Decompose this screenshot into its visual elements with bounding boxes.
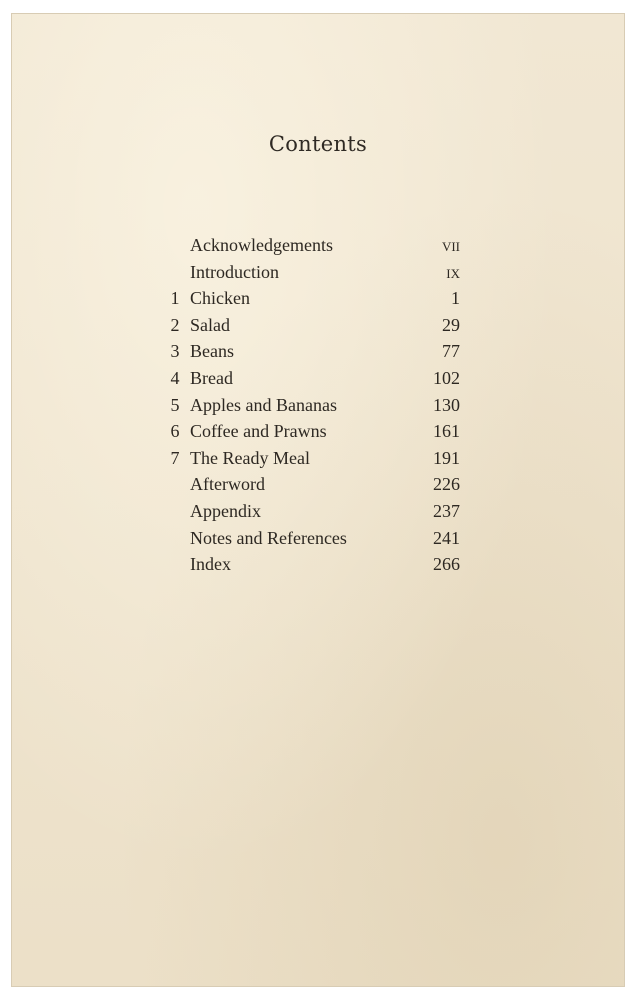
chapter-number: 5 bbox=[170, 394, 180, 415]
book-page bbox=[12, 14, 624, 986]
chapter-number: 3 bbox=[170, 341, 180, 362]
page-number: 130 bbox=[433, 394, 460, 415]
chapter-title: Chicken bbox=[190, 288, 250, 309]
toc-entry bbox=[160, 445, 460, 472]
toc-entry bbox=[160, 232, 460, 259]
toc-entry bbox=[160, 551, 460, 578]
chapter-title: Appendix bbox=[190, 500, 261, 521]
page-number: 77 bbox=[442, 341, 460, 362]
page-number: 29 bbox=[442, 314, 460, 335]
chapter-number: 2 bbox=[170, 314, 180, 335]
toc-entry bbox=[160, 498, 460, 525]
page-number: 102 bbox=[433, 367, 460, 388]
chapter-title: Salad bbox=[190, 314, 230, 335]
toc-entry bbox=[160, 312, 460, 339]
page-number: 161 bbox=[433, 421, 460, 442]
chapter-title: Notes and References bbox=[190, 527, 347, 548]
chapter-title: Apples and Bananas bbox=[190, 394, 337, 415]
chapter-title: Index bbox=[190, 554, 231, 575]
page-number: 226 bbox=[433, 474, 460, 495]
chapter-number: 4 bbox=[170, 367, 180, 388]
chapter-title: Coffee and Prawns bbox=[190, 421, 327, 442]
toc-entry bbox=[160, 525, 460, 552]
chapter-title: Introduction bbox=[190, 261, 279, 282]
table-of-contents bbox=[160, 232, 460, 578]
toc-entry bbox=[160, 259, 460, 286]
chapter-title: Acknowledgements bbox=[190, 235, 333, 255]
page-number: vii bbox=[441, 235, 460, 255]
chapter-number: 1 bbox=[170, 288, 180, 309]
page-title: Contents bbox=[268, 132, 368, 156]
toc-entry bbox=[160, 471, 460, 498]
toc-entry bbox=[160, 338, 460, 365]
page-number: 237 bbox=[433, 500, 460, 521]
toc-entry bbox=[160, 418, 460, 445]
page-number: 241 bbox=[433, 527, 460, 548]
page-number: ix bbox=[446, 261, 460, 282]
page-number: 191 bbox=[433, 447, 460, 468]
chapter-number: 7 bbox=[170, 447, 180, 468]
toc-entry bbox=[160, 392, 460, 419]
chapter-title: The Ready Meal bbox=[190, 447, 310, 468]
toc-entry bbox=[160, 285, 460, 312]
chapter-title: Beans bbox=[190, 341, 234, 362]
page-number: 1 bbox=[451, 288, 460, 309]
chapter-title: Bread bbox=[190, 367, 233, 388]
page-number: 266 bbox=[433, 554, 460, 575]
chapter-title: Afterword bbox=[190, 474, 265, 495]
chapter-number: 6 bbox=[170, 421, 180, 442]
toc-entry bbox=[160, 365, 460, 392]
